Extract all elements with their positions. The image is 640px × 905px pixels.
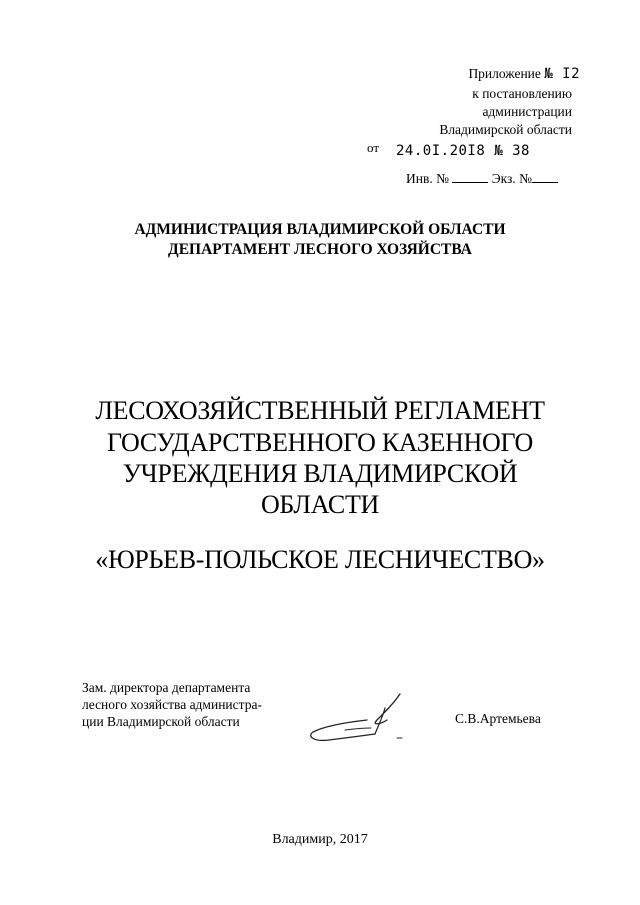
attachment-line-2: к постановлению xyxy=(472,86,572,101)
date-prefix-label: от xyxy=(367,140,380,155)
title-line-4: ОБЛАСТИ xyxy=(260,490,380,519)
handwritten-signature xyxy=(305,690,415,750)
signatory-name: С.В.Артемьева xyxy=(455,711,541,726)
inventory-line xyxy=(406,170,558,187)
copy-number-label: Экз. № xyxy=(491,171,532,186)
header-administration: АДМИНИСТРАЦИЯ ВЛАДИМИРСКОЙ ОБЛАСТИ xyxy=(134,221,506,238)
title-line-2: ГОСУДАРСТВЕННОГО КАЗЕННОГО xyxy=(106,428,534,457)
copy-number-blank xyxy=(532,170,558,183)
attachment-line-3: администрации xyxy=(482,104,572,119)
attachment-line-1 xyxy=(468,66,580,82)
signatory-position-line-2: лесного хозяйства администра- xyxy=(82,697,262,712)
attachment-label: Приложение xyxy=(468,66,545,81)
signatory-position-line-1: Зам. директора департамента xyxy=(82,680,251,695)
inventory-number-blank xyxy=(452,170,488,183)
signatory-position-line-3: ции Владимирской области xyxy=(82,714,240,729)
inventory-number-label: Инв. № xyxy=(406,171,449,186)
title-line-3: УЧРЕЖДЕНИЯ ВЛАДИМИРСКОЙ xyxy=(122,459,518,488)
title-line-1: ЛЕСОХОЗЯЙСТВЕННЫЙ РЕГЛАМЕНТ xyxy=(95,396,545,425)
header-department: ДЕПАРТАМЕНТ ЛЕСНОГО ХОЗЯЙСТВА xyxy=(168,241,472,258)
date-number-stamp: 24.0I.20I8 № 38 xyxy=(396,143,530,159)
attachment-line-4: Владимирской области xyxy=(439,122,572,137)
place-and-year: Владимир, 2017 xyxy=(272,832,368,847)
title-forestry-name: «ЮРЬЕВ-ПОЛЬСКОЕ ЛЕСНИЧЕСТВО» xyxy=(95,545,545,574)
attachment-number-stamp: № I2 xyxy=(544,66,580,82)
